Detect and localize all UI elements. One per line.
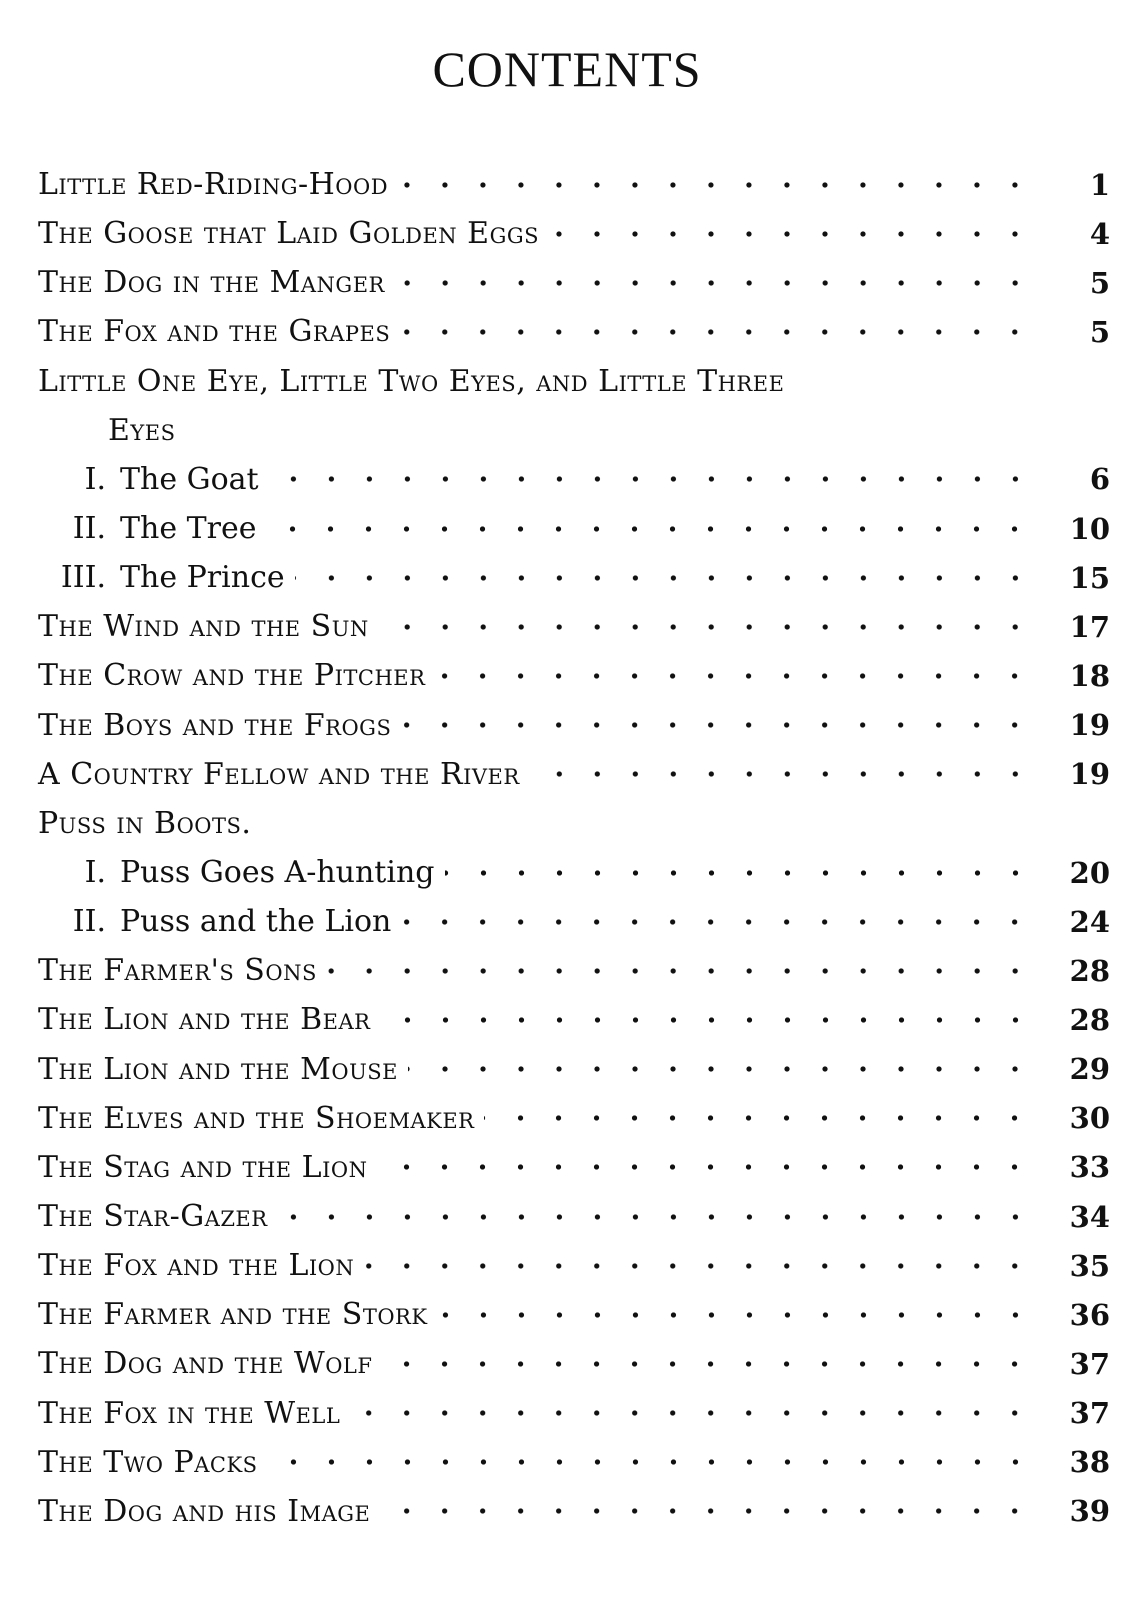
toc-entry [38, 1339, 1110, 1388]
page-number: 19 [1069, 708, 1110, 743]
entry-title [58, 462, 269, 497]
entry-title: The Elves and the Shoemaker [38, 1101, 484, 1136]
toc-entry [38, 750, 1110, 799]
dot-leader [350, 1398, 1034, 1428]
page-number: 5 [1089, 265, 1110, 300]
dot-leader [295, 563, 1034, 593]
entry-title: The Farmer and the Stork [38, 1297, 438, 1332]
entry-title: The Wind and the Sun [38, 609, 379, 644]
entry-title: The Farmer's Sons [38, 953, 327, 988]
entry-title: Eyes [108, 413, 185, 448]
page-title: CONTENTS [432, 41, 702, 97]
dot-leader [395, 268, 1034, 298]
dot-leader [401, 710, 1034, 740]
page-number: 28 [1069, 1002, 1110, 1037]
entry-title: The Boys and the Frogs [38, 708, 401, 743]
toc-entry [38, 1192, 1110, 1241]
dot-leader [401, 907, 1034, 937]
page-number: 29 [1069, 1052, 1110, 1087]
entry-title [58, 904, 401, 939]
page-number: 37 [1069, 1346, 1110, 1381]
page-number: 4 [1089, 216, 1110, 251]
entry-title [58, 560, 295, 595]
dot-leader [268, 1447, 1034, 1477]
page-number: 1 [1089, 167, 1110, 202]
dot-leader [445, 858, 1035, 888]
page-number: 5 [1089, 314, 1110, 349]
page-number: 24 [1069, 904, 1110, 939]
dot-leader [408, 1054, 1034, 1084]
dot-leader [380, 1496, 1034, 1526]
page-number: 28 [1069, 953, 1110, 988]
toc-entry [38, 209, 1110, 258]
page-number: 39 [1069, 1494, 1110, 1529]
table-of-contents [38, 160, 1110, 1536]
chapter-numeral: I. [84, 461, 106, 497]
toc-entry [38, 651, 1110, 700]
entry-title [58, 855, 445, 890]
entry-title: Little One Eye, Little Two Eyes, and Little Three [38, 364, 794, 399]
toc-entry [38, 258, 1110, 307]
toc-entry [38, 307, 1110, 356]
entry-title: The Fox in the Well [38, 1396, 350, 1431]
toc-entry [38, 1438, 1110, 1487]
entry-title: The Dog and the Wolf [38, 1346, 382, 1381]
toc-entry [38, 602, 1110, 651]
toc-subentry [38, 897, 1110, 946]
entry-title: The Lion and the Bear [38, 1002, 381, 1037]
dot-leader [327, 956, 1034, 986]
page-number: 19 [1069, 757, 1110, 792]
toc-subentry [38, 455, 1110, 504]
entry-title: The Dog and his Image [38, 1494, 380, 1529]
entry-title [58, 511, 266, 546]
toc-subentry [38, 848, 1110, 897]
entry-title: The Goose that Laid Golden Eggs [38, 216, 549, 251]
entry-title: The Fox and the Lion [38, 1248, 364, 1283]
dot-leader [400, 317, 1034, 347]
page-number: 18 [1069, 658, 1110, 693]
entry-title: The Crow and the Pitcher [38, 658, 435, 693]
toc-entry [38, 701, 1110, 750]
dot-leader [266, 514, 1034, 544]
entry-title: Puss in Boots. [38, 806, 261, 841]
entry-title: The Two Packs [38, 1445, 268, 1480]
toc-entry [38, 160, 1110, 209]
dot-leader [364, 1251, 1034, 1281]
toc-entry [38, 1094, 1110, 1143]
page-number: 35 [1069, 1248, 1110, 1283]
dot-leader [377, 1152, 1034, 1182]
dot-leader [382, 1349, 1034, 1379]
entry-title: The Stag and the Lion [38, 1150, 377, 1185]
subentry-title: The Tree [120, 511, 257, 547]
page-number: 37 [1069, 1396, 1110, 1431]
subentry-title: The Goat [120, 461, 259, 497]
toc-subentry [38, 504, 1110, 553]
toc-entry-continuation [38, 406, 1110, 455]
entry-title: The Fox and the Grapes [38, 314, 400, 349]
dot-leader [435, 661, 1034, 691]
toc-entry [38, 1045, 1110, 1094]
toc-entry [38, 1389, 1110, 1438]
toc-entry [38, 946, 1110, 995]
dot-leader [269, 464, 1034, 494]
page-number: 6 [1089, 462, 1110, 497]
toc-entry [38, 357, 1110, 406]
dot-leader [278, 1202, 1034, 1232]
page-number: 38 [1069, 1445, 1110, 1480]
toc-subentry [38, 553, 1110, 602]
page-number: 10 [1069, 511, 1110, 546]
entry-title: The Star-Gazer [38, 1199, 278, 1234]
page-number: 20 [1069, 855, 1110, 890]
subentry-title: Puss and the Lion [120, 904, 392, 940]
dot-leader [398, 170, 1034, 200]
dot-leader [484, 1103, 1034, 1133]
subentry-title: Puss Goes A-hunting [120, 855, 435, 891]
dot-leader [381, 1005, 1035, 1035]
entry-title: The Dog in the Manger [38, 265, 395, 300]
dot-leader [438, 1300, 1034, 1330]
toc-entry [38, 995, 1110, 1044]
chapter-numeral: III. [60, 560, 106, 596]
page-number: 33 [1069, 1150, 1110, 1185]
toc-entry [38, 1241, 1110, 1290]
toc-entry [38, 1143, 1110, 1192]
dot-leader [530, 759, 1034, 789]
toc-entry [38, 1487, 1110, 1536]
subentry-title: The Prince [120, 560, 285, 596]
entry-title: Little Red-Riding-Hood [38, 167, 398, 202]
dot-leader [549, 219, 1034, 249]
page-number: 17 [1069, 609, 1110, 644]
entry-title: The Lion and the Mouse [38, 1052, 408, 1087]
entry-title: A Country Fellow and the River [38, 757, 530, 792]
toc-entry [38, 799, 1110, 848]
chapter-numeral: I. [84, 855, 106, 891]
chapter-numeral: II. [72, 904, 106, 940]
chapter-numeral: II. [72, 511, 106, 547]
dot-leader [379, 612, 1034, 642]
page-number: 30 [1069, 1101, 1110, 1136]
toc-entry [38, 1290, 1110, 1339]
page-number: 36 [1069, 1297, 1110, 1332]
page-number: 15 [1069, 560, 1110, 595]
page-number: 34 [1069, 1199, 1110, 1234]
